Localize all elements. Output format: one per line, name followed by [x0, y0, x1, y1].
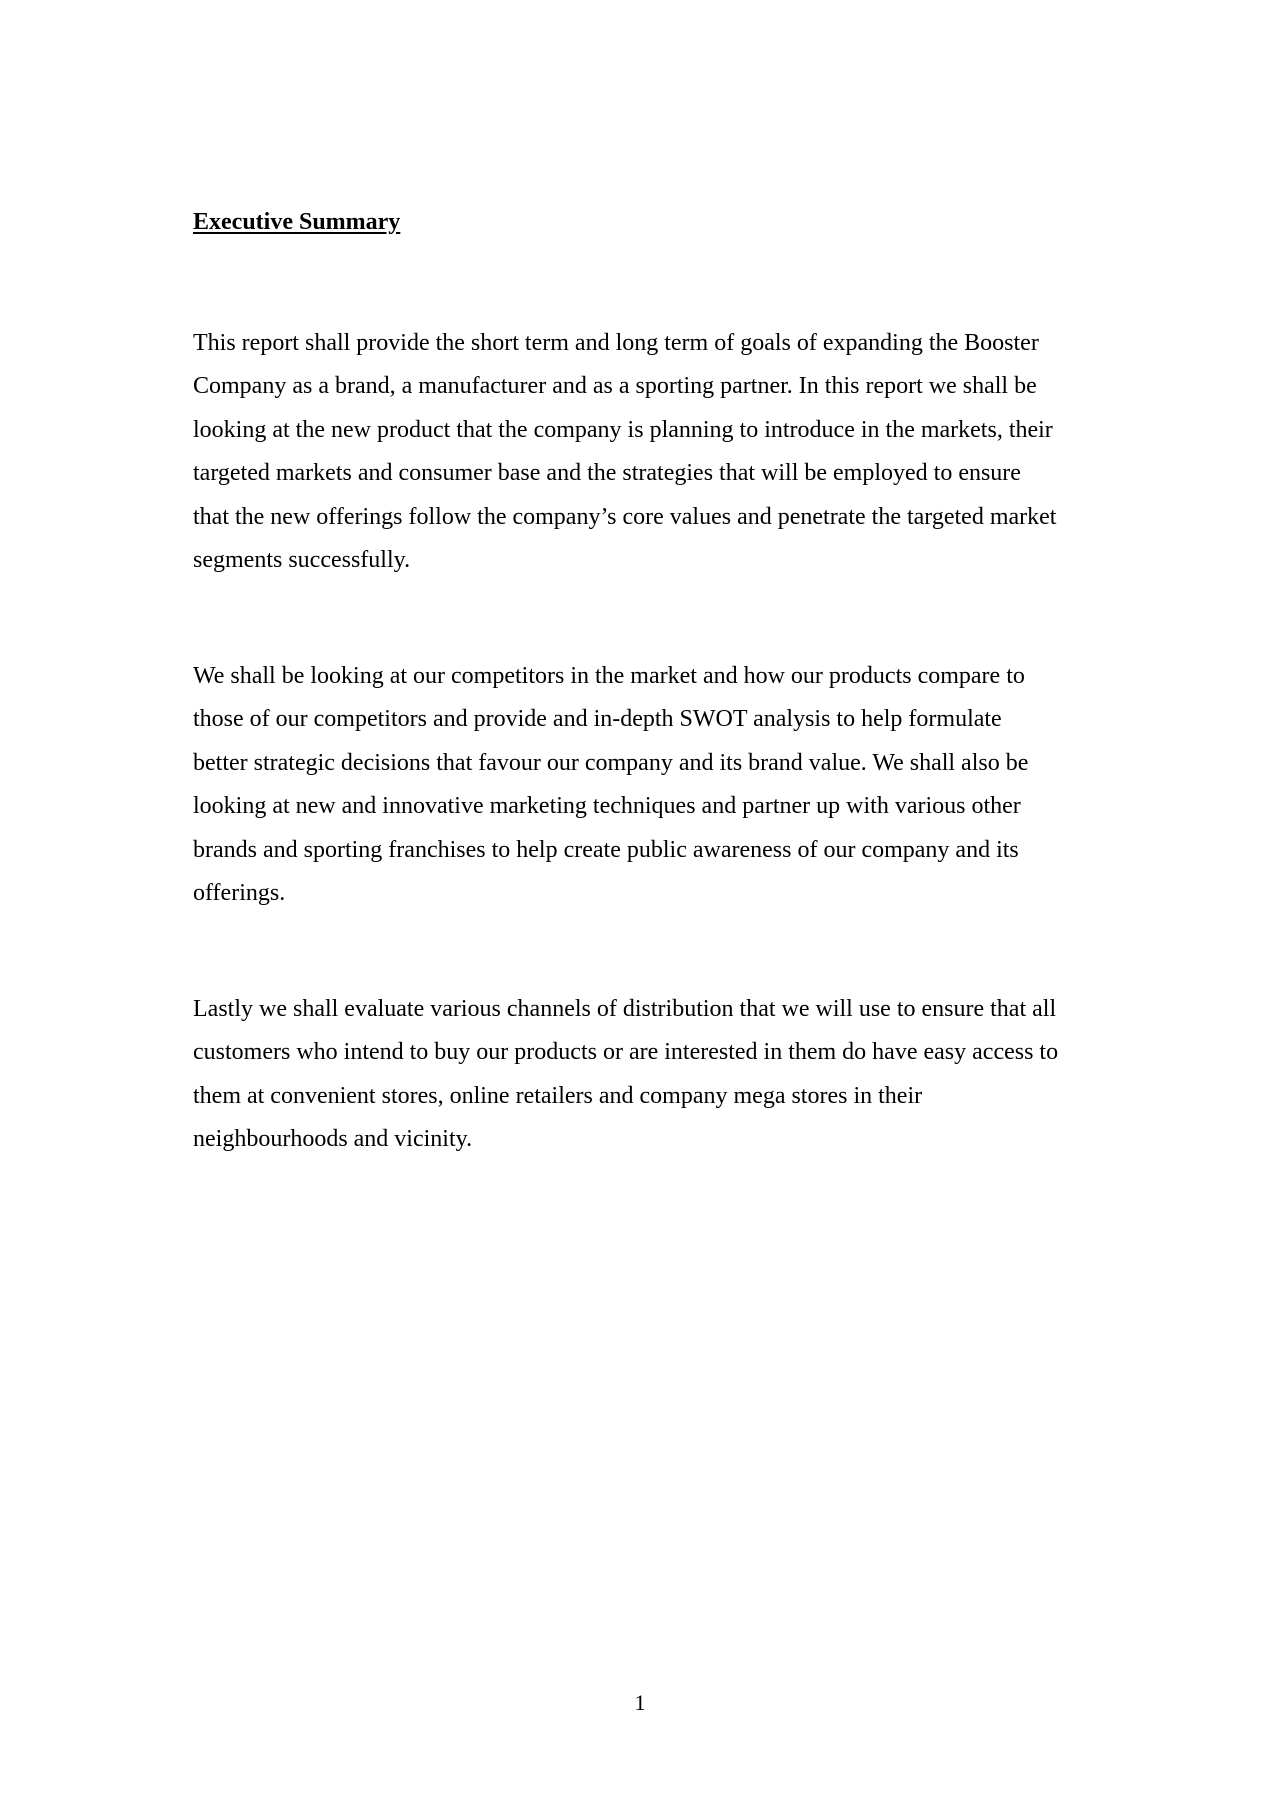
paragraph-introduction: [193, 322, 1143, 582]
paragraph-line: customers who intend to buy our products or are interested in them do have easy access to: [193, 1039, 1059, 1066]
page-number: 1: [634, 1690, 646, 1715]
paragraph-line: that the new offerings follow the company’s core values and penetrate the targeted market: [193, 503, 1057, 530]
paragraph-line: looking at new and innovative marketing techniques and partner up with various other: [193, 793, 1021, 820]
paragraph-line: targeted markets and consumer base and the strategies that will be employed to ensure: [193, 460, 1021, 487]
paragraph-line: offerings.: [193, 880, 286, 907]
paragraph-competitors: [193, 655, 1143, 915]
paragraph-line: Company as a brand, a manufacturer and as a sporting partner. In this report we shall be: [193, 373, 1037, 400]
paragraph-line: better strategic decisions that favour our company and its brand value. We shall also be: [193, 749, 1029, 776]
paragraph-line: those of our competitors and provide and in-depth SWOT analysis to help formulate: [193, 706, 1002, 733]
paragraph-line: segments successfully.: [193, 547, 411, 574]
paragraph-distribution: [193, 988, 1143, 1162]
paragraph-line: neighbourhoods and vicinity.: [193, 1126, 473, 1153]
paragraph-line: looking at the new product that the company is planning to introduce in the markets, their: [193, 416, 1053, 443]
paragraph-line: We shall be looking at our competitors in the market and how our products compare to: [193, 663, 1025, 689]
section-heading: Executive Summary: [193, 209, 401, 235]
paragraph-line: them at convenient stores, online retailers and company mega stores in their: [193, 1082, 923, 1109]
paragraph-line: brands and sporting franchises to help create public awareness of our company and its: [193, 836, 1019, 863]
paragraph-line: Lastly we shall evaluate various channels of distribution that we will use to ensure that all: [193, 996, 1057, 1022]
paragraph-line: This report shall provide the short term and long term of goals of expanding the Booster: [193, 330, 1039, 356]
